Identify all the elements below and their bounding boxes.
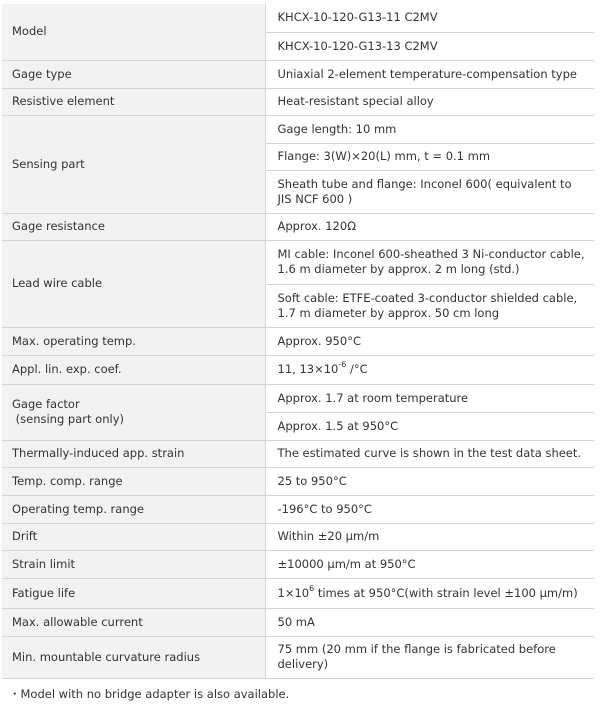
lead-wire-cable-value-1: MI cable: Inconel 600-sheathed 3 Ni-conductor cable, 1.6 m diameter by approx. 2 m long (std.) — [265, 240, 594, 284]
appl-lin-exp-coef-value — [265, 355, 594, 384]
table-row — [2, 384, 594, 412]
gage-resistance-value: Approx. 120Ω — [265, 213, 594, 240]
table-row — [2, 467, 594, 495]
table-row — [2, 578, 594, 608]
max-allowable-current-label: Max. allowable current — [2, 608, 265, 636]
coef-prefix: 11, 13×10 — [277, 362, 339, 376]
coef-suffix: /°C — [350, 362, 368, 376]
gage-factor-label-line1: Gage factor — [12, 397, 80, 411]
strain-limit-label: Strain limit — [2, 550, 265, 578]
max-allowable-current-value: 50 mA — [265, 608, 594, 636]
table-row — [2, 495, 594, 523]
lead-wire-cable-label: Lead wire cable — [2, 240, 265, 327]
operating-temp-range-label: Operating temp. range — [2, 495, 265, 523]
gage-factor-value-2: Approx. 1.5 at 950°C — [265, 412, 594, 440]
table-row — [2, 355, 594, 384]
table-row — [2, 88, 594, 115]
thermally-induced-value: The estimated curve is shown in the test data sheet. — [265, 440, 594, 467]
gage-factor-label — [2, 384, 265, 440]
strain-limit-value: ±10000 μm/m at 950°C — [265, 550, 594, 578]
max-operating-temp-label: Max. operating temp. — [2, 327, 265, 355]
table-row — [2, 213, 594, 240]
model-value-1: KHCX-10-120-G13-11 C2MV — [265, 4, 594, 32]
coef-exponent: -6 — [338, 360, 347, 370]
gage-factor-value-1: Approx. 1.7 at room temperature — [265, 384, 594, 412]
gage-type-value: Uniaxial 2-element temperature-compensation type — [265, 60, 594, 88]
spec-table — [2, 4, 594, 679]
thermally-induced-label: Thermally-induced app. strain — [2, 440, 265, 467]
table-row — [2, 327, 594, 355]
gage-type-label: Gage type — [2, 60, 265, 88]
model-label: Model — [2, 4, 265, 60]
table-row — [2, 550, 594, 578]
gage-resistance-label: Gage resistance — [2, 213, 265, 240]
table-row — [2, 115, 594, 143]
min-curvature-radius-label: Min. mountable curvature radius — [2, 636, 265, 678]
table-row — [2, 4, 594, 32]
sensing-part-value-3: Sheath tube and flange: Inconel 600( equivalent to JIS NCF 600 ) — [265, 170, 594, 213]
min-curvature-radius-value: 75 mm (20 mm if the flange is fabricated before delivery) — [265, 636, 594, 678]
table-row — [2, 440, 594, 467]
sensing-part-value-1: Gage length: 10 mm — [265, 115, 594, 143]
resistive-element-value: Heat-resistant special alloy — [265, 88, 594, 115]
temp-comp-range-value: 25 to 950°C — [265, 467, 594, 495]
sensing-part-label: Sensing part — [2, 115, 265, 213]
temp-comp-range-label: Temp. comp. range — [2, 467, 265, 495]
max-operating-temp-value: Approx. 950°C — [265, 327, 594, 355]
table-row — [2, 636, 594, 678]
lead-wire-cable-value-2: Soft cable: ETFE-coated 3-conductor shielded cable, 1.7 m diameter by approx. 50 cm long — [265, 284, 594, 327]
fatigue-suffix: times at 950°C(with strain level ±100 μm/m) — [317, 585, 578, 600]
fatigue-life-label: Fatigue life — [2, 578, 265, 608]
operating-temp-range-value: -196°C to 950°C — [265, 495, 594, 523]
drift-label: Drift — [2, 523, 265, 550]
footnote: ・Model with no bridge adapter is also available. — [9, 687, 290, 701]
fatigue-life-value — [265, 578, 594, 608]
table-row — [2, 608, 594, 636]
table-row — [2, 523, 594, 550]
sensing-part-value-2: Flange: 3(W)×20(L) mm, t = 0.1 mm — [265, 143, 594, 170]
fatigue-exponent: 6 — [309, 583, 315, 593]
drift-value: Within ±20 μm/m — [265, 523, 594, 550]
appl-lin-exp-coef-label: Appl. lin. exp. coef. — [2, 355, 265, 384]
model-value-2: KHCX-10-120-G13-13 C2MV — [265, 32, 594, 60]
gage-factor-label-line2: (sensing part only) — [15, 412, 124, 426]
fatigue-prefix: 1×10 — [277, 585, 310, 600]
table-row — [2, 60, 594, 88]
table-row — [2, 240, 594, 284]
resistive-element-label: Resistive element — [2, 88, 265, 115]
